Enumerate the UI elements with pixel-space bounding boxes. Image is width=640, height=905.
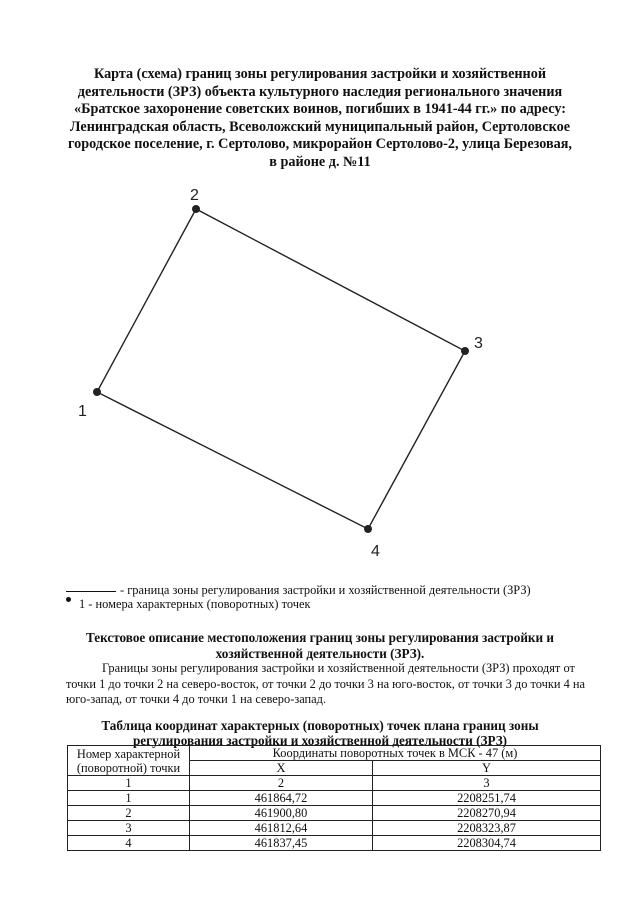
table-cell: 2208251,74	[373, 791, 601, 806]
title-line: Ленинградская область, Всеволожский муниципальный район, Сертоловское	[69, 118, 571, 135]
table-header-row	[68, 746, 601, 761]
point-label-4: 4	[371, 543, 380, 560]
table-cell: 1	[68, 791, 190, 806]
header-y: Y	[373, 761, 601, 776]
boundary-description	[66, 661, 616, 708]
legend-line-symbol	[66, 591, 116, 592]
table-title-line: Таблица координат характерных (поворотных) точек плана границ зоны	[101, 718, 539, 733]
boundary-point-4	[364, 525, 372, 533]
table-cell: 2	[190, 776, 373, 791]
title-line: деятельности (ЗРЗ) объекта культурного наследия регионального значения	[77, 83, 563, 100]
description-line: точки 1 до точки 2 на северо-восток, от точки 2 до точки 3 на юго-восток, от точки 3 до точки 4 на	[66, 676, 586, 691]
title-line: в районе д. №11	[269, 153, 371, 170]
section-title-line: хозяйственной деятельности (ЗРЗ).	[215, 645, 425, 661]
table-row	[68, 821, 601, 836]
table-row	[68, 836, 601, 851]
table-title-line: регулирования застройки и хозяйственной деятельности (ЗРЗ)	[132, 733, 508, 748]
title-line: «Братское захоронение советских воинов, погибших в 1941-44 гг.» по адресу:	[74, 101, 566, 118]
description-line: юго-запад, от точки 4 до точки 1 на северо-запад.	[66, 692, 327, 706]
table-cell: 3	[68, 821, 190, 836]
legend-points-text: 1 - номера характерных (поворотных) точек	[79, 597, 311, 611]
table-cell: 3	[373, 776, 601, 791]
section-title	[60, 630, 580, 661]
title-line: Карта (схема) границ зоны регулирования застройки и хозяйственной	[93, 66, 546, 82]
boundary-point-3	[461, 347, 469, 355]
zone-boundary-diagram	[0, 175, 640, 575]
title-line: городское поселение, г. Сертолово, микрорайон Сертолово-2, улица Березовая,	[68, 136, 572, 153]
table-cell: 2208270,94	[373, 806, 601, 821]
coordinates-table	[67, 745, 601, 851]
section-title-line: Текстовое описание местоположения границ зоны регулирования застройки и	[85, 630, 555, 645]
point-label-2: 2	[190, 187, 199, 204]
map-title	[40, 66, 600, 172]
legend-points	[66, 597, 311, 612]
table-row	[68, 806, 601, 821]
point-label-3: 3	[474, 335, 483, 352]
legend-boundary	[66, 583, 531, 598]
table-cell: 461864,72	[190, 791, 373, 806]
table-title	[60, 718, 580, 748]
table-cell: 1	[68, 776, 190, 791]
boundary-point-1	[93, 388, 101, 396]
table-row	[68, 791, 601, 806]
table-cell: 461812,64	[190, 821, 373, 836]
table-cell: 461837,45	[190, 836, 373, 851]
table-cell: 2	[68, 806, 190, 821]
table-cell: 4	[68, 836, 190, 851]
table-cell: 461900,80	[190, 806, 373, 821]
header-coordinates-group: Координаты поворотных точек в МСК - 47 (м)	[190, 746, 601, 761]
header-point-number: Номер характерной (поворотной) точки	[68, 746, 190, 776]
table-cell: 2208304,74	[373, 836, 601, 851]
boundary-point-2	[192, 205, 200, 213]
zone-boundary-polygon	[97, 209, 465, 529]
legend-point-symbol	[66, 597, 71, 602]
table-index-row	[68, 776, 601, 791]
table-cell: 2208323,87	[373, 821, 601, 836]
header-x: X	[190, 761, 373, 776]
description-line: Границы зоны регулирования застройки и хозяйственной деятельности (ЗРЗ) проходят от	[102, 661, 575, 675]
legend-boundary-text: - граница зоны регулирования застройки и хозяйственной деятельности (ЗРЗ)	[120, 583, 531, 597]
point-label-1: 1	[78, 403, 87, 420]
